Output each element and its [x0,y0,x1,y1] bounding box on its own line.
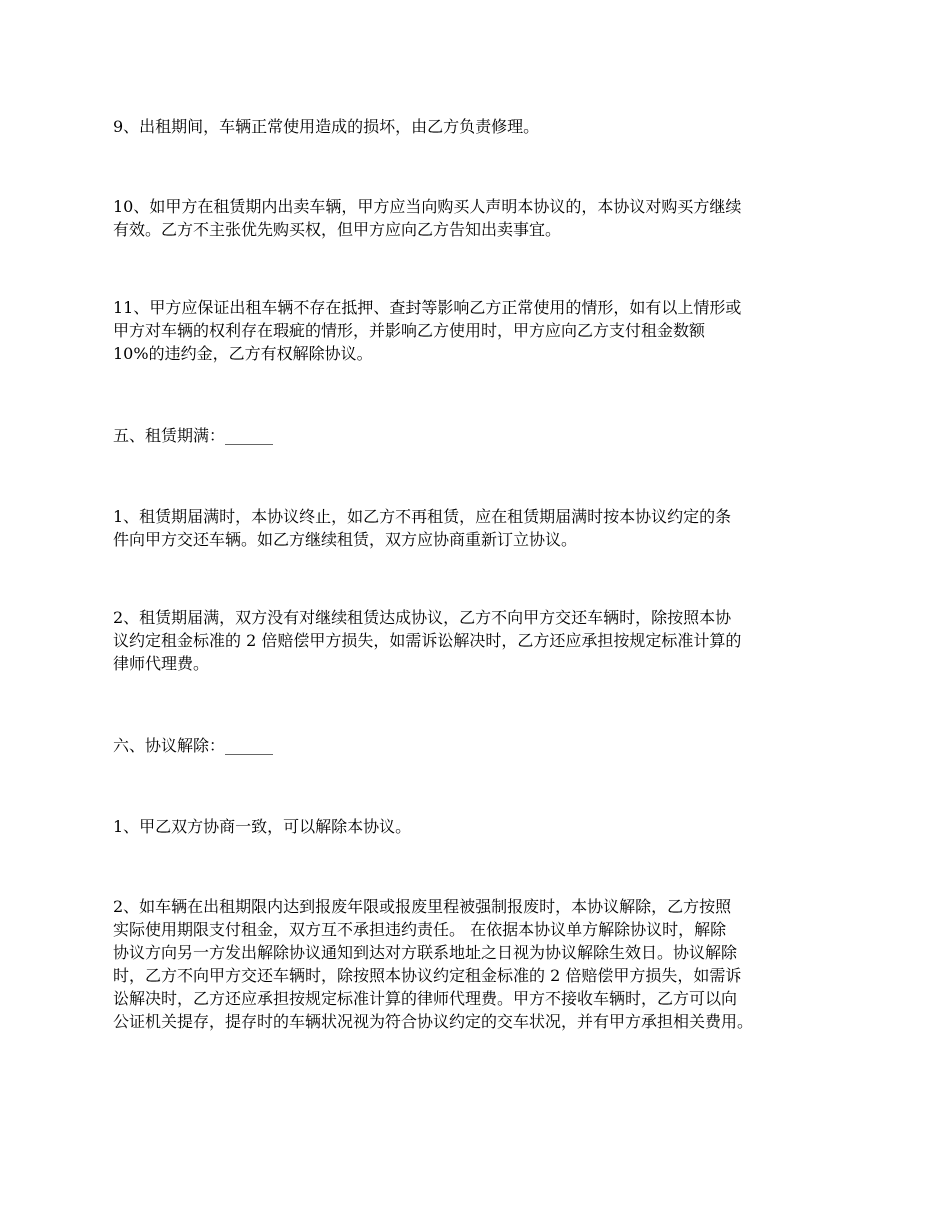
clause-11-vehicle-encumbrance [113,296,741,365]
section-6-heading-termination [113,734,273,757]
paragraph-line: 10、如甲方在租赁期内出卖车辆，甲方应当向购买人声明本协议的，本协议对购买方继续 [113,197,742,216]
paragraph-line: 2、租赁期届满，双方没有对继续租赁达成协议，乙方不向甲方交还车辆时，除按照本协 [113,608,732,627]
section-5-heading-lease-expiry [113,424,273,447]
paragraph-line: 律师代理费。 [113,654,210,673]
paragraph-line: 讼解决时，乙方还应承担按规定标准计算的律师代理费。甲方不接收车辆时，乙方可以向 [113,989,738,1008]
section-heading: 五、租赁期满：______ [113,426,274,445]
paragraph-line: 甲方对车辆的权利存在瑕疵的情形，并影响乙方使用时，甲方应向乙方支付租金数额 [113,321,706,340]
paragraph-line: 实际使用期限支付租金，双方互不承担违约责任。 在依据本协议单方解除协议时，解除 [113,920,727,939]
clause-10-vehicle-sale [113,195,741,241]
paragraph-line: 2、如车辆在出租期限内达到报废年限或报废里程被强制报废时，本协议解除，乙方按照 [113,897,732,916]
paragraph-line: 时，乙方不向甲方交还车辆时，除按照本协议约定租金标准的 2 倍赔偿甲方损失，如需诉 [113,966,742,985]
clause-6-1-mutual-termination [113,815,411,838]
paragraph-line: 9、出租期间，车辆正常使用造成的损坏，由乙方负责修理。 [113,117,540,136]
paragraph-line: 公证机关提存，提存时的车辆状况视为符合协议约定的交车状况，并有甲方承担相关费用。 [113,1012,754,1031]
clause-9-repair-responsibility [113,115,539,138]
clause-5-2-overdue-return [113,606,741,675]
paragraph-line: 议约定租金标准的 2 倍赔偿甲方损失，如需诉讼解决时，乙方还应承担按规定标准计算的 [113,631,742,650]
paragraph-line: 11、甲方应保证出租车辆不存在抵押、查封等影响乙方正常使用的情形，如有以上情形或 [113,298,742,317]
paragraph-line: 1、甲乙双方协商一致，可以解除本协议。 [113,817,412,836]
clause-5-1-lease-termination [113,505,731,551]
paragraph-line: 有效。乙方不主张优先购买权，但甲方应向乙方告知出卖事宜。 [113,220,562,239]
paragraph-line: 1、租赁期届满时，本协议终止，如乙方不再租赁，应在租赁期届满时按本协议约定的条 [113,507,732,526]
paragraph-line: 件向甲方交还车辆。如乙方继续租赁，双方应协商重新订立协议。 [113,530,578,549]
section-heading: 六、协议解除：______ [113,736,274,755]
clause-6-2-scrapping-termination [113,895,753,1033]
paragraph-line: 协议方向另一方发出解除协议通知到达对方联系地址之日视为协议解除生效日。协议解除 [113,943,738,962]
paragraph-line: 10%的违约金，乙方有权解除协议。 [113,344,373,363]
